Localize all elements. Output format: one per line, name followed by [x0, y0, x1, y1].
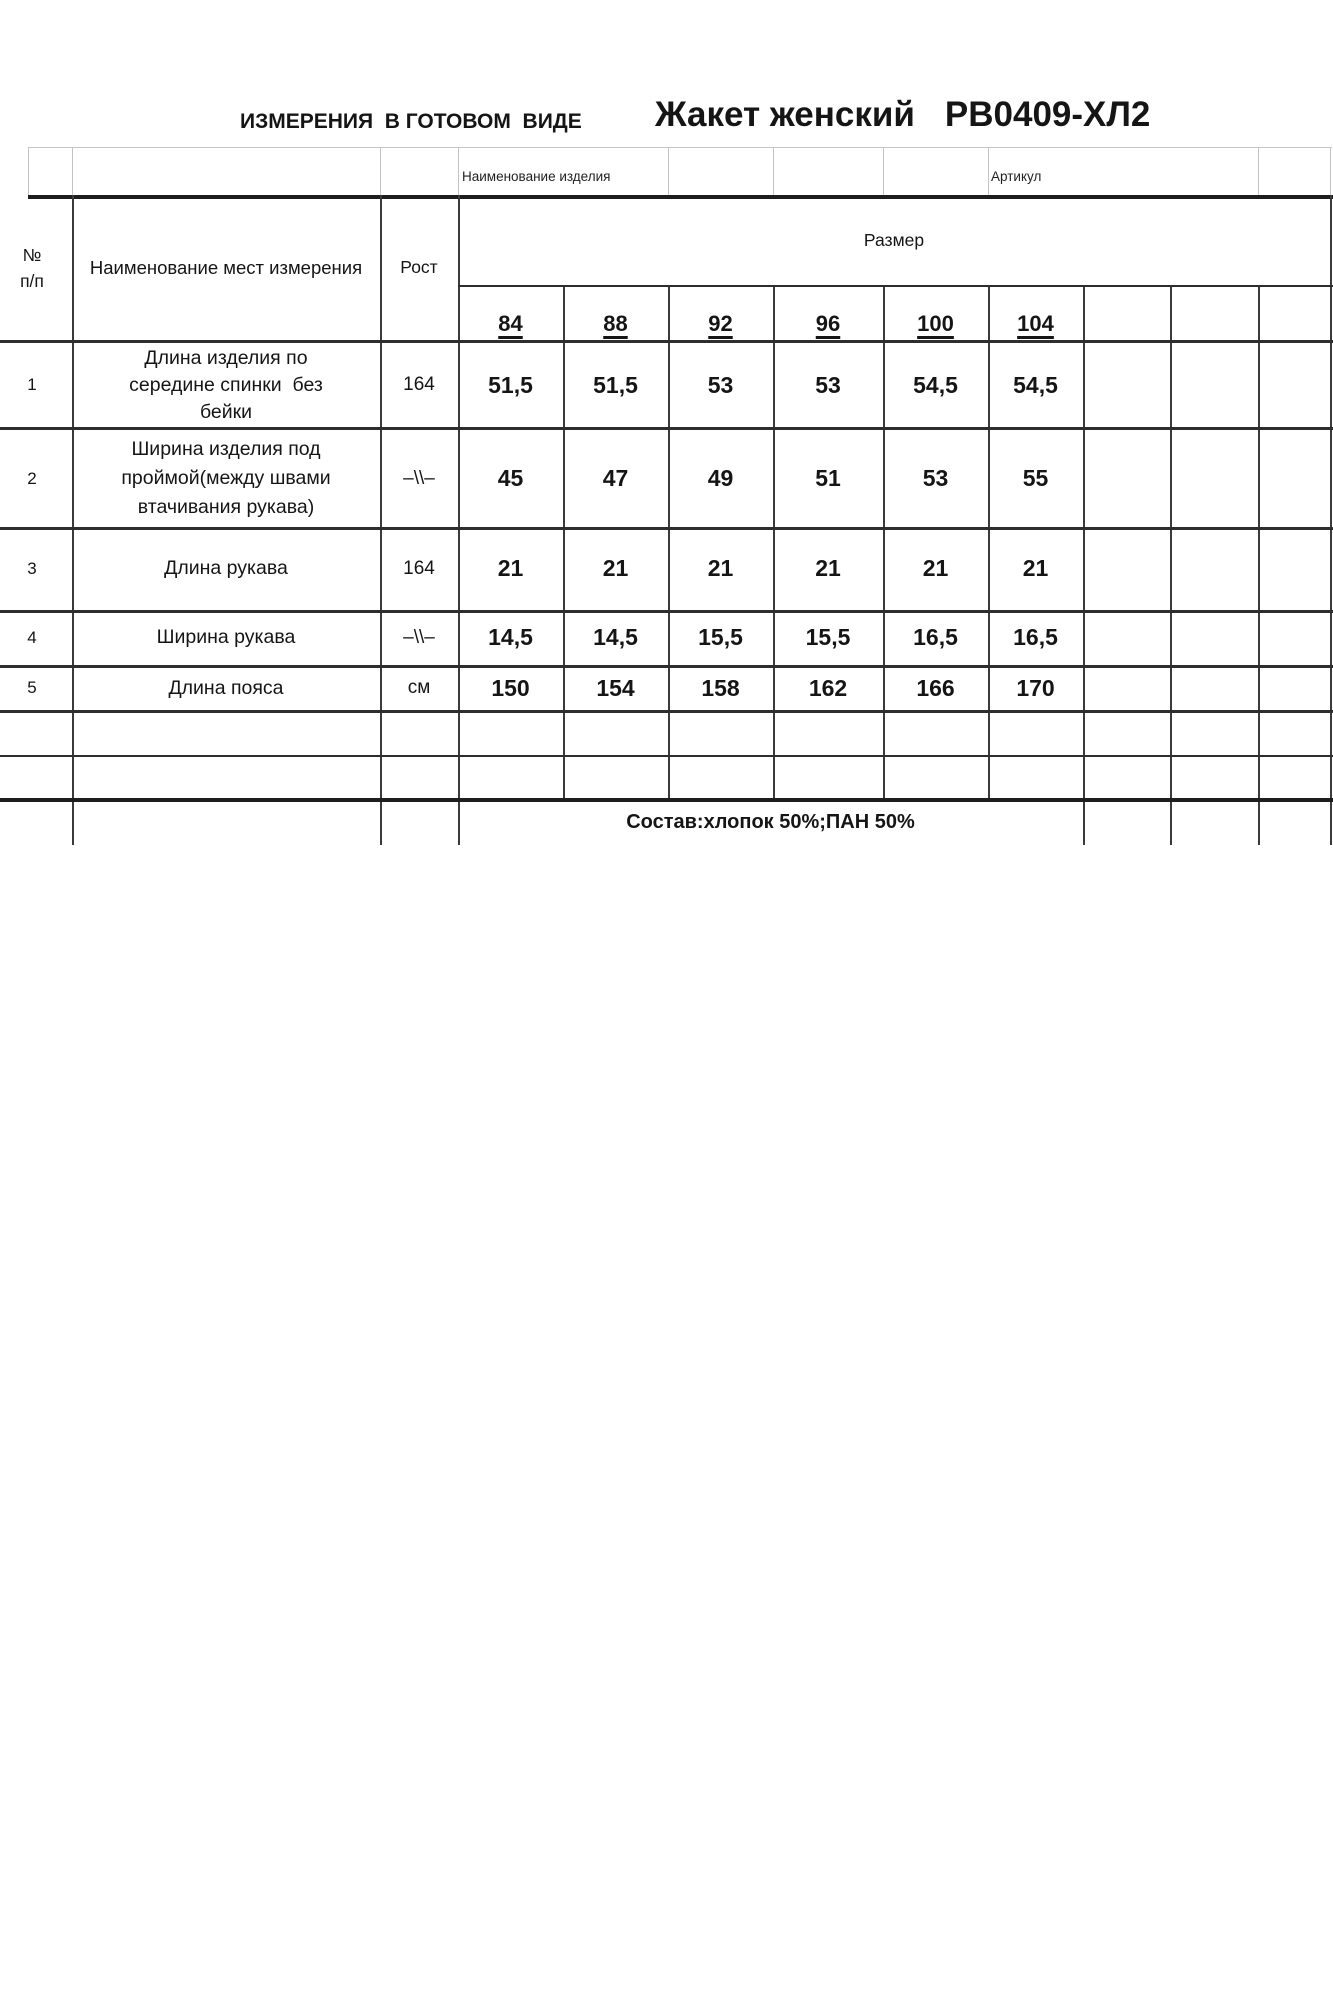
composition-text: Состав:хлопок 50%;ПАН 50% — [626, 810, 915, 833]
column-header-size: Размер — [863, 229, 925, 250]
measurement-name — [74, 668, 378, 708]
row-number: 2 — [27, 468, 37, 488]
article-label: Артикул — [991, 169, 1042, 184]
grid-line — [28, 147, 29, 195]
measurement-value: 162 — [808, 674, 848, 701]
measurement-value: 16,5 — [1013, 624, 1058, 650]
size-label-100: 100 — [917, 311, 954, 336]
grid-line — [28, 147, 1332, 148]
measurement-name-line: бейки — [199, 400, 253, 423]
measurement-value: 47 — [602, 465, 629, 491]
product-title — [655, 95, 1150, 135]
measurement-value: 21 — [707, 555, 734, 581]
measurement-value: 21 — [602, 555, 629, 581]
measurement-value: 51 — [815, 465, 841, 491]
grid-line — [0, 710, 1333, 713]
measurement-value: 55 — [1022, 465, 1049, 491]
measurement-value: 21 — [1022, 555, 1049, 581]
row-number: 5 — [27, 678, 37, 697]
product-name-label: Наименование изделия — [462, 169, 611, 184]
size-label-92: 92 — [708, 311, 733, 336]
measurement-value: 51,5 — [488, 371, 533, 398]
grid-line — [883, 147, 884, 195]
row-number: 1 — [27, 375, 37, 394]
measurement-name — [74, 430, 378, 527]
height-value: –\\– — [403, 626, 435, 648]
grid-line — [1330, 195, 1332, 845]
measurement-name — [74, 613, 378, 662]
measurement-value: 14,5 — [593, 624, 638, 650]
grid-line — [1170, 285, 1172, 845]
measurement-value: 158 — [701, 674, 740, 701]
column-header-number — [0, 198, 72, 338]
measurement-name — [74, 343, 378, 427]
height-value: 164 — [403, 374, 435, 395]
measurement-value: 45 — [497, 465, 524, 491]
row-number: 3 — [27, 558, 37, 578]
grid-line — [988, 147, 989, 195]
measurement-name-line: Длина рукава — [164, 557, 288, 579]
measurement-value: 53 — [922, 465, 949, 491]
measurement-name-line: втачивания рукава) — [137, 496, 315, 518]
measurement-value: 21 — [815, 555, 841, 581]
size-label-84: 84 — [498, 311, 523, 336]
height-value: 164 — [403, 557, 435, 579]
size-label-104: 104 — [1017, 311, 1054, 336]
grid-line — [1083, 285, 1085, 845]
measurement-name-line: Ширина рукава — [156, 626, 296, 648]
measurement-value: 15,5 — [805, 624, 851, 650]
column-header-measurement-name: Наименование мест измерения — [89, 256, 363, 278]
grid-line — [380, 147, 381, 195]
column-header-number-line1: № — [22, 245, 42, 265]
measurement-value: 16,5 — [913, 624, 958, 650]
measurement-value: 21 — [497, 555, 524, 581]
grid-line — [773, 147, 774, 195]
document-title: ИЗМЕРЕНИЯ В ГОТОВОМ ВИДЕ — [240, 110, 582, 133]
measurement-name — [74, 530, 378, 607]
measurement-name-line: середине спинки без — [129, 373, 323, 396]
column-header-number-line2: п/п — [20, 271, 44, 291]
measurement-value: 150 — [491, 674, 530, 701]
measurement-value: 14,5 — [488, 624, 533, 650]
measurement-name-line: Длина пояса — [168, 676, 284, 699]
product-name: Жакет женский — [655, 95, 915, 134]
measurement-value: 54,5 — [1013, 371, 1058, 398]
measurement-value: 21 — [922, 555, 949, 581]
measurement-value: 51,5 — [593, 371, 638, 398]
row-number: 4 — [27, 627, 37, 647]
measurement-value: 170 — [1016, 674, 1055, 701]
grid-line — [668, 147, 669, 195]
measurement-name-line: Длина изделия по — [144, 346, 308, 369]
measurement-value: 53 — [815, 371, 841, 398]
article-code: РВ0409-ХЛ2 — [944, 95, 1151, 134]
measurement-name-line: Ширина изделия под — [131, 438, 321, 460]
size-label-88: 88 — [603, 311, 628, 336]
grid-line — [458, 147, 459, 195]
height-value: см — [407, 677, 431, 698]
height-value: –\\– — [403, 467, 435, 489]
grid-line — [0, 755, 1333, 757]
measurement-value: 49 — [707, 465, 734, 491]
grid-line — [1258, 147, 1259, 195]
measurement-value: 166 — [916, 674, 955, 701]
measurement-value: 154 — [596, 674, 635, 701]
measurement-value: 54,5 — [913, 371, 958, 398]
measurement-name-line: проймой(между швами — [121, 467, 331, 489]
grid-line — [1330, 147, 1331, 195]
grid-line — [1258, 285, 1260, 845]
size-label-96: 96 — [815, 311, 841, 336]
column-header-height: Рост — [400, 257, 438, 277]
measurement-value: 53 — [707, 371, 734, 398]
measurement-value: 15,5 — [698, 624, 743, 650]
grid-line — [72, 147, 73, 195]
